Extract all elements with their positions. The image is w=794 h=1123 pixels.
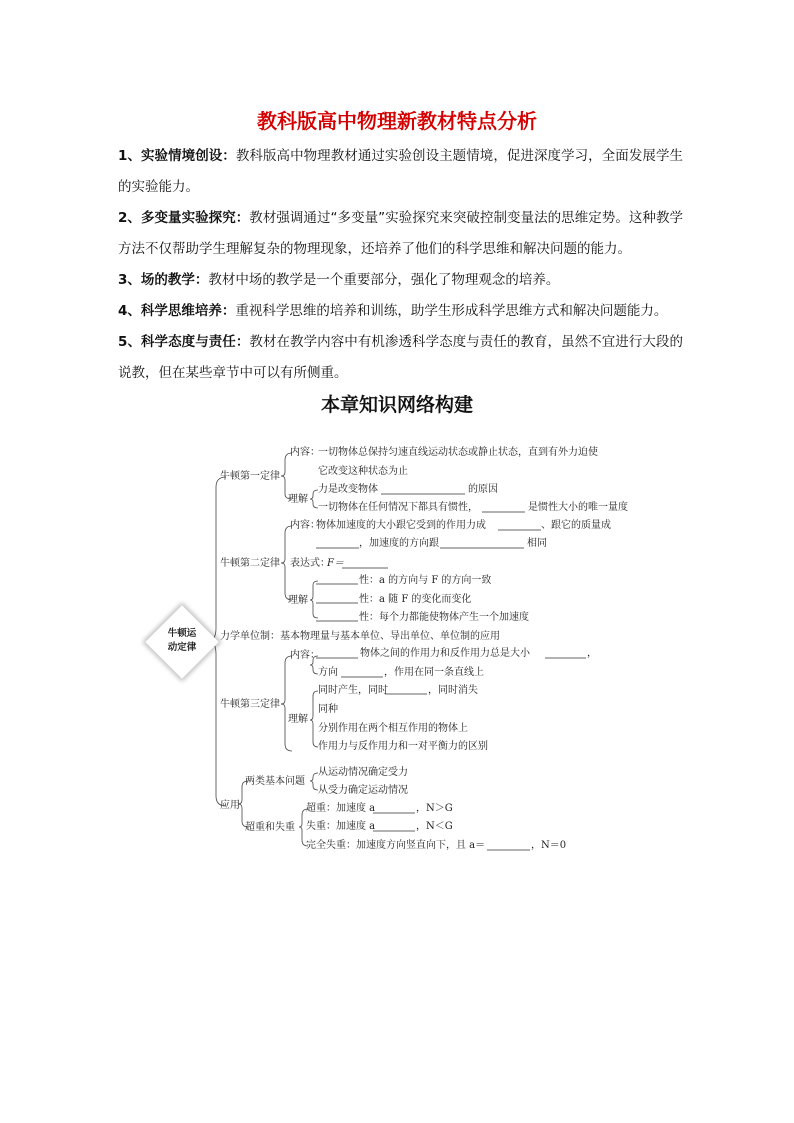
point-label: 1、实验情境创设： [118, 148, 236, 164]
law1-content-label: 内容： [290, 447, 320, 458]
law2-title: 牛顿第二定律 [220, 558, 280, 569]
weight-2a: 失重：加速度 a [306, 821, 376, 832]
page-title: 教科版高中物理新教材特点分析 [257, 109, 537, 133]
law3-c1a: 物体之间的作用力和反作用力总是大小 [360, 648, 530, 659]
law2-u2: 性：a 随 F 的变化而变化 [359, 594, 472, 605]
point-label: 2、多变量实验探究： [118, 210, 250, 226]
law3-u2: 同种 [318, 704, 338, 715]
law1-content-cont: 它改变这种状态为止 [318, 466, 408, 477]
law3-title: 牛顿第三定律 [220, 699, 280, 710]
point-text: 重视科学思维的培养和训练，助学生形成科学思维方式和解决问题能力。 [235, 303, 668, 319]
two-types-bracket [310, 773, 318, 790]
law1-bracket [281, 453, 292, 499]
application-title: 应用 [220, 800, 240, 811]
point-label: 4、科学思维培养： [118, 303, 236, 319]
law3-u1b: ，同时消失 [428, 685, 478, 696]
weight-1a: 超重：加速度 a [306, 803, 376, 814]
units-branch: 力学单位制：基本物理量与基本单位、导出单位、单位制的应用 [220, 631, 500, 642]
two-types-1: 从运动情况确定受力 [318, 767, 408, 778]
law2-content-2a: ，加速度的方向跟 [359, 538, 439, 549]
law3-content-label: 内容： [290, 650, 320, 661]
law1-u1-a: 力是改变物体 [318, 484, 378, 495]
law3-bracket [281, 656, 292, 751]
law1-u1-b: 的原因 [468, 484, 498, 495]
law3-understand-bracket [310, 691, 318, 747]
law2-understand-bracket [310, 581, 318, 618]
weight-label: 超重和失重 [245, 822, 295, 833]
point-label: 5、科学态度与责任： [118, 334, 250, 350]
law2-understand-label: 理解 [288, 595, 308, 606]
center-line-1: 牛顿运 [167, 628, 197, 639]
law1-understand-bracket [310, 490, 318, 508]
law1-title: 牛顿第一定律 [220, 471, 280, 482]
law3-u3: 分别作用在两个相互作用的物体上 [318, 723, 468, 734]
law2-u3: 性：每个力都能使物体产生一个加速度 [359, 612, 529, 623]
law1-u2-a: 一切物体在任何情况下都具有惯性， [318, 502, 478, 513]
law2-expr-label: 表达式： [290, 558, 330, 569]
weight-3a: 完全失重：加速度方向竖直向下，且 a＝ [306, 840, 486, 851]
law2-content-2b: 相同 [527, 538, 547, 549]
weight-1b: ，N＞G [416, 803, 453, 814]
point-text: 教材在教学内容中有机渗透科学态度与责任的教育，虽然不宜进行大段的说教，但在某些章节中可以有所侧重。 [118, 334, 683, 381]
law3-u1a: 同时产生，同时 [318, 685, 388, 696]
point-text: 教材中场的教学是一个重要部分，强化了物理观念的培养。 [208, 272, 560, 288]
point-text: 教科版高中物理教材通过实验创设主题情境，促进深度学习，全面发展学生的实验能力。 [118, 148, 683, 195]
two-types-2: 从受力确定运动情况 [318, 785, 408, 796]
law3-c2b: ，作用在同一条直线上 [384, 667, 484, 678]
law2-content-1a: 物体加速度的大小跟它受到的作用力成 [316, 520, 486, 531]
law3-understand-label: 理解 [288, 714, 308, 725]
law2-expr: F＝ [327, 558, 344, 569]
law1-understand-label: 理解 [288, 494, 308, 505]
law3-c1b: ， [587, 648, 597, 659]
section-subtitle: 本章知识网络构建 [320, 394, 473, 416]
weight-2b: ，N＜G [416, 821, 453, 832]
law1-content: 一切物体总保持匀速直线运动状态或静止状态，直到有外力迫使 [318, 447, 598, 458]
point-label: 3、场的教学： [118, 272, 209, 288]
law3-c2a: 方向 [318, 667, 338, 678]
law2-content-label: 内容： [290, 520, 320, 531]
weight-3b: ，N＝0 [531, 840, 567, 851]
law3-u4: 作用力与反作用力和一对平衡力的区别 [318, 741, 488, 752]
law1-u2-b: 是惯性大小的唯一量度 [528, 502, 628, 513]
point-text: 教材强调通过“多变量”实验探究来突破控制变量法的思维定势。这种教学方法不仅帮助学生理解复杂的物理现象，还培养了他们的科学思维和解决问题的能力。 [118, 210, 683, 257]
center-line-2: 动定律 [167, 642, 197, 653]
law2-content-1b: 、跟它的质量成 [541, 520, 611, 531]
center-node-label [152, 627, 212, 655]
law2-u1: 性：a 的方向与 F 的方向一致 [359, 575, 492, 586]
two-types-label: 两类基本问题 [245, 776, 305, 787]
